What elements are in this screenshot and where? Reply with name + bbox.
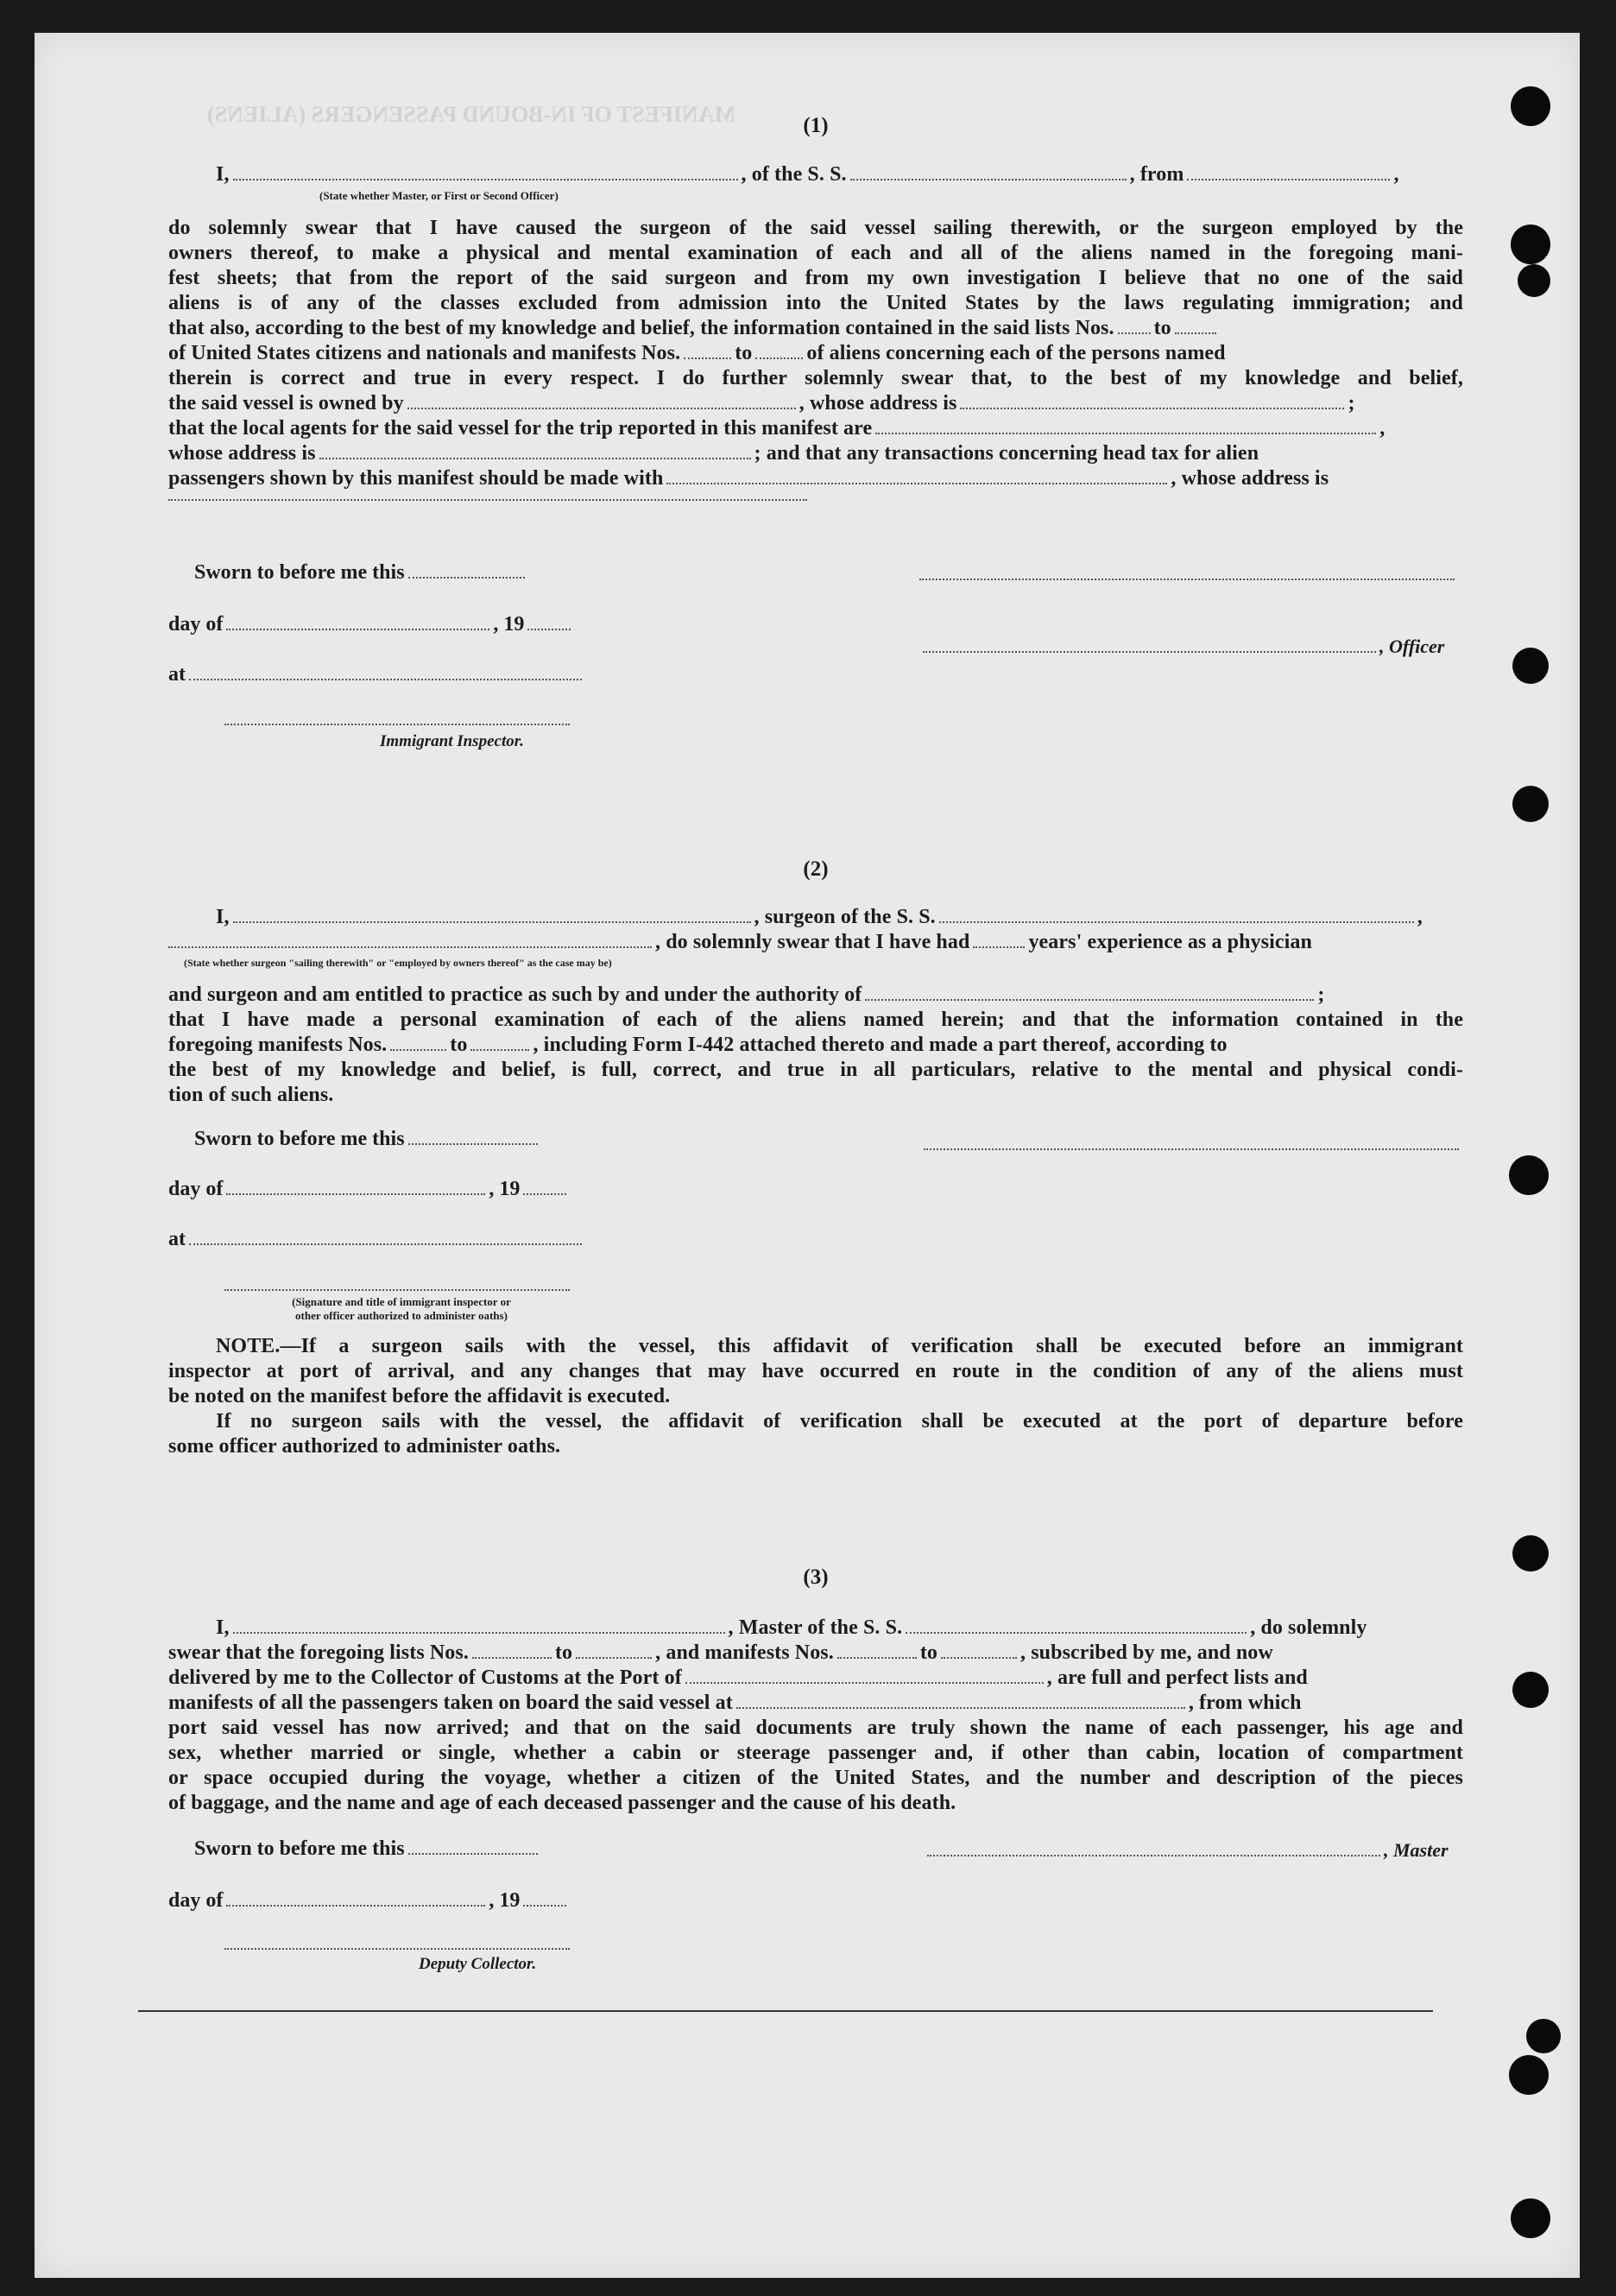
section-3-sworn: Sworn to before me this xyxy=(194,1837,541,1861)
section-2-line-2: , do solemnly swear that I have had years' experience as a physician xyxy=(168,930,1463,955)
at-field[interactable] xyxy=(189,663,582,680)
section-1-para-line: do solemnly swear that I have caused the surgeon of the said vessel sailing therewith, or the surgeon employed by the xyxy=(168,217,1463,239)
surgeon-sworn-date-field[interactable] xyxy=(408,1128,538,1145)
agent-address-field[interactable] xyxy=(319,442,751,459)
master-day-of-field[interactable] xyxy=(226,1889,485,1907)
section-3-para-line: sex, whether married or single, whether a cabin or steerage passenger and, if other than cabin, location of compartment xyxy=(168,1742,1463,1764)
punch-hole xyxy=(1518,264,1550,297)
deputy-signature-field[interactable] xyxy=(224,1948,570,1950)
boarding-port-field[interactable] xyxy=(736,1692,1185,1709)
punch-hole xyxy=(1511,2198,1550,2238)
manifests-from-field[interactable] xyxy=(684,342,731,359)
section-1-line-agent-address: whose address is ; and that any transactions concerning head tax for alien xyxy=(168,442,1259,465)
section-2-sworn: Sworn to before me this xyxy=(194,1128,541,1151)
section-3-para-line: or space occupied during the voyage, whether a citizen of the United States, and the number and description of the pieces xyxy=(168,1767,1463,1789)
bottom-rule xyxy=(138,2010,1433,2012)
section-3-day-of: day of , 19 xyxy=(168,1889,570,1913)
owner-address-field[interactable] xyxy=(960,392,1344,409)
section-1-para-line: aliens is of any of the classes excluded from admission into the United States by the laws regulating immigration; and xyxy=(168,292,1463,314)
port-field[interactable] xyxy=(685,1667,1044,1684)
section-3-line-1: I, , Master of the S. S. , do solemnly xyxy=(216,1616,1367,1639)
master-sworn-date-field[interactable] xyxy=(408,1837,538,1855)
section-1-sworn: Sworn to before me this xyxy=(194,561,528,585)
surgeon-day-of-field[interactable] xyxy=(226,1178,485,1195)
note-line: some officer authorized to administer oaths. xyxy=(168,1435,561,1458)
years-experience-field[interactable] xyxy=(973,931,1025,948)
section-3-para-line: port said vessel has now arrived; and that on the said documents are truly shown the name of each passenger, his age and xyxy=(168,1717,1463,1739)
section-2-sig-caption: (Signature and title of immigrant inspector or other officer authorized to administer oaths) xyxy=(292,1295,511,1322)
day-of-field[interactable] xyxy=(226,613,489,630)
section-1-para-line: fest sheets; that from the report of the said surgeon and from my own investigation I believe that no one of the said xyxy=(168,267,1463,289)
section-3-line-3: delivered by me to the Collector of Customs at the Port of , are full and perfect lists and xyxy=(168,1667,1308,1689)
section-3-number: (3) xyxy=(803,1565,829,1589)
section-2-at: at xyxy=(168,1228,585,1251)
master-signature-field[interactable] xyxy=(927,1839,1380,1856)
surgeon-at-field[interactable] xyxy=(189,1228,582,1245)
section-2-line-1: I, , surgeon of the S. S. , xyxy=(216,906,1423,928)
sworn-date-field[interactable] xyxy=(408,561,525,579)
section-1-number: (1) xyxy=(803,114,829,137)
section-1-line-1: I, , of the S. S. , from , xyxy=(216,163,1399,186)
surgeon-year-field[interactable] xyxy=(523,1178,566,1195)
section-1-line-owner: the said vessel is owned by , whose address is ; xyxy=(168,392,1355,414)
section-1-para-line: therein is correct and true in every respect. I do further solemnly swear that, to the best of my knowledge and belief, xyxy=(168,367,1463,389)
note-line: NOTE.—If a surgeon sails with the vessel, this affidavit of verification shall be executed before an immigrant xyxy=(216,1335,1463,1357)
surgeon-name-field[interactable] xyxy=(233,906,751,923)
bleed-through-title: MANIFEST OF IN-BOUND PASSENGERS (ALIENS) xyxy=(207,102,736,127)
punch-hole xyxy=(1509,2055,1549,2095)
punch-hole xyxy=(1512,1672,1549,1708)
punch-hole xyxy=(1512,648,1549,684)
section-1-para-line: owners thereof, to make a physical and mental examination of each and all of the aliens named in the foregoing mani- xyxy=(168,242,1463,264)
section-2-surgeon-caption: (State whether surgeon "sailing therewith" or "employed by owners thereof" as the case may be) xyxy=(184,957,612,969)
master-vessel-field[interactable] xyxy=(906,1616,1247,1634)
section-1-line-manifests: of United States citizens and nationals and manifests Nos. to of aliens concerning each of the persons named xyxy=(168,342,1226,364)
note-line: If no surgeon sails with the vessel, the affidavit of verification shall be executed at the port of departure before xyxy=(216,1410,1463,1433)
punch-hole xyxy=(1511,86,1550,126)
section-2-para-line: that I have made a personal examination of each of the aliens named herein; and that the information contained in the xyxy=(168,1009,1463,1031)
section-2-day-of: day of , 19 xyxy=(168,1178,570,1201)
section-1-at: at xyxy=(168,663,585,686)
manifests-to-field[interactable] xyxy=(755,342,803,359)
immigrant-inspector-label: Immigrant Inspector. xyxy=(380,732,524,750)
section-2-para-line: tion of such aliens. xyxy=(168,1084,334,1106)
punch-hole xyxy=(1512,786,1549,822)
surgeon-signature-field[interactable] xyxy=(924,1148,1459,1150)
lists-to-field[interactable] xyxy=(1175,317,1216,334)
document-page xyxy=(35,33,1580,2278)
officer-signature-line[interactable] xyxy=(919,579,1455,580)
master-lists-to-field[interactable] xyxy=(576,1641,652,1659)
surgeon-manifests-to-field[interactable] xyxy=(470,1034,529,1051)
lists-from-field[interactable] xyxy=(1118,317,1151,334)
master-lists-from-field[interactable] xyxy=(472,1641,552,1659)
punch-hole xyxy=(1509,1155,1549,1195)
surgeon-manifests-from-field[interactable] xyxy=(390,1034,446,1051)
section-2-line-authority: and surgeon and am entitled to practice as such by and under the authority of ; xyxy=(168,984,1325,1006)
section-3-line-4: manifests of all the passengers taken on board the said vessel at , from which xyxy=(168,1692,1302,1714)
head-tax-party-field[interactable] xyxy=(666,467,1167,484)
section-3-para-line: of baggage, and the name and age of each deceased passenger and the cause of his death. xyxy=(168,1792,956,1814)
section-2-para-line: the best of my knowledge and belief, is full, correct, and true in all particulars, relative to the mental and physical condi- xyxy=(168,1059,1463,1081)
section-2-number: (2) xyxy=(803,857,829,881)
punch-hole xyxy=(1526,2019,1561,2053)
section-1-day-of: day of , 19 xyxy=(168,613,574,636)
officer-signature-field[interactable] xyxy=(923,636,1376,653)
section-1-line-lists: that also, according to the best of my knowledge and belief, the information contained in the said lists Nos. to xyxy=(168,316,1463,341)
surgeon-witness-signature-field[interactable] xyxy=(224,1289,570,1291)
section-1-officer-caption: (State whether Master, or First or Second Officer) xyxy=(319,189,559,202)
officer-name-field[interactable] xyxy=(233,163,738,180)
owner-field[interactable] xyxy=(407,392,796,409)
punch-hole xyxy=(1511,225,1550,264)
master-name-field[interactable] xyxy=(233,1616,725,1634)
surgeon-status-field[interactable] xyxy=(168,931,652,948)
section-3-line-2: swear that the foregoing lists Nos. to , and manifests Nos. to , subscribed by me, and now xyxy=(168,1641,1273,1664)
note-line: be noted on the manifest before the affidavit is executed. xyxy=(168,1385,671,1407)
authority-field[interactable] xyxy=(865,984,1314,1001)
from-port-field[interactable] xyxy=(1187,163,1390,180)
local-agents-field[interactable] xyxy=(875,417,1376,434)
section-2-line-manifests: foregoing manifests Nos. to , including Form I-442 attached thereto and made a part thereof, according to xyxy=(168,1034,1228,1056)
master-manifests-to-field[interactable] xyxy=(941,1641,1017,1659)
note-line: inspector at port of arrival, and any changes that may have occurred en route in the condition of any of the aliens must xyxy=(168,1360,1463,1382)
vessel-name-field[interactable] xyxy=(850,163,1127,180)
master-line: , Master xyxy=(924,1839,1449,1863)
punch-hole xyxy=(1512,1535,1549,1572)
deputy-collector-label: Deputy Collector. xyxy=(419,1955,537,1973)
surgeon-vessel-field[interactable] xyxy=(939,906,1414,923)
inspector-signature-field[interactable] xyxy=(224,724,570,725)
officer-line: , Officer xyxy=(919,636,1444,659)
year-field[interactable] xyxy=(527,613,571,630)
master-year-field[interactable] xyxy=(523,1889,566,1907)
head-tax-address-field[interactable] xyxy=(168,499,807,501)
master-manifests-from-field[interactable] xyxy=(837,1641,917,1659)
section-1-line-agents: that the local agents for the said vessel for the trip reported in this manifest are , xyxy=(168,417,1386,440)
section-1-line-head-tax: passengers shown by this manifest should be made with , whose address is xyxy=(168,467,1329,490)
